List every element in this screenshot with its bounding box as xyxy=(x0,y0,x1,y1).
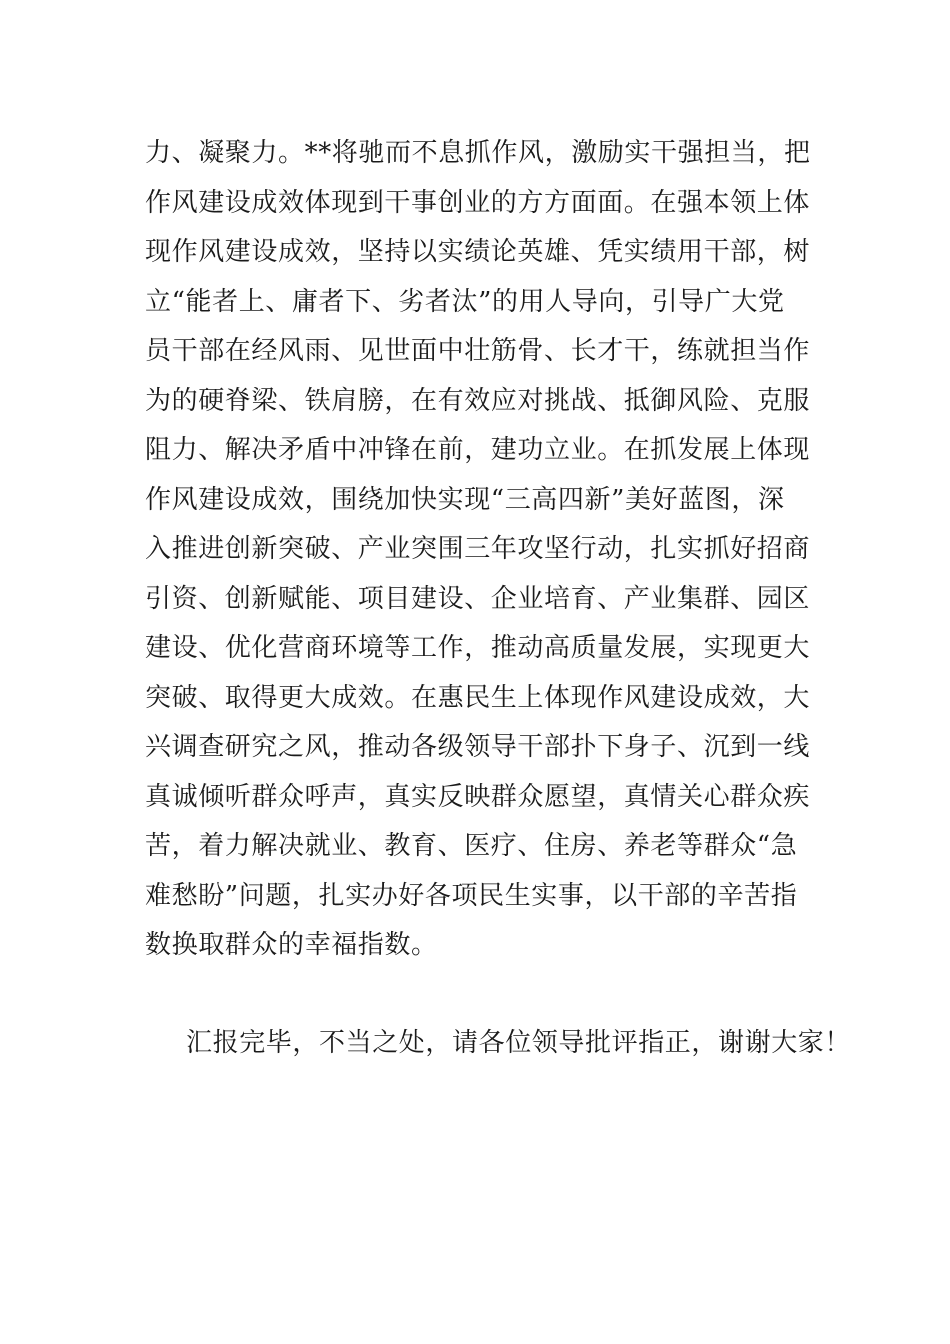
paragraph-line: 阻力、解决矛盾中冲锋在前，建功立业。在抓发展上体现 xyxy=(145,435,811,465)
paragraph-line: 建设、优化营商环境等工作，推动高质量发展，实现更大 xyxy=(145,633,811,663)
paragraph-line: 数换取群众的幸福指数。 xyxy=(145,930,438,960)
paragraph-line: 引资、创新赋能、项目建设、企业培育、产业集群、园区 xyxy=(145,583,811,614)
paragraph-line: 为的硬脊梁、铁肩膀，在有效应对挑战、抵御风险、克服 xyxy=(145,385,811,416)
paragraph-line: 兴调查研究之风，推动各级领导干部扑下身子、沉到一线 xyxy=(145,732,811,762)
paragraph-line: 入推进创新突破、产业突围三年攻坚行动，扎实抓好招商 xyxy=(145,534,811,564)
paragraph-line: 突破、取得更大成效。在惠民生上体现作风建设成效，大 xyxy=(145,682,811,713)
closing-paragraph: 汇报完毕，不当之处，请各位领导批评指正，谢谢大家！ xyxy=(186,1028,852,1058)
paragraph-line: 真诚倾听群众呼声，真实反映群众愿望，真情关心群众疾 xyxy=(145,781,811,812)
paragraph-line: 立“能者上、庸者下、劣者汰”的用人导向，引导广大党 xyxy=(145,286,785,317)
paragraph-line: 难愁盼”问题，扎实办好各项民生实事，以干部的辛苦指 xyxy=(145,880,798,911)
paragraph-line: 员干部在经风雨、见世面中壮筋骨、长才干，练就担当作 xyxy=(145,336,811,366)
paragraph-line: 力、凝聚力。**将驰而不息抓作风，激励实干强担当，把 xyxy=(145,138,811,168)
paragraph-line: 作风建设成效体现到干事创业的方方面面。在强本领上体 xyxy=(145,187,811,218)
paragraph-line: 苦，着力解决就业、教育、医疗、住房、养老等群众“急 xyxy=(145,831,798,861)
paragraph-line: 现作风建设成效，坚持以实绩论英雄、凭实绩用干部，树 xyxy=(145,237,811,267)
paragraph-line: 作风建设成效，围绕加快实现“三高四新”美好蓝图，深 xyxy=(145,484,785,515)
body-paragraph xyxy=(145,129,825,971)
